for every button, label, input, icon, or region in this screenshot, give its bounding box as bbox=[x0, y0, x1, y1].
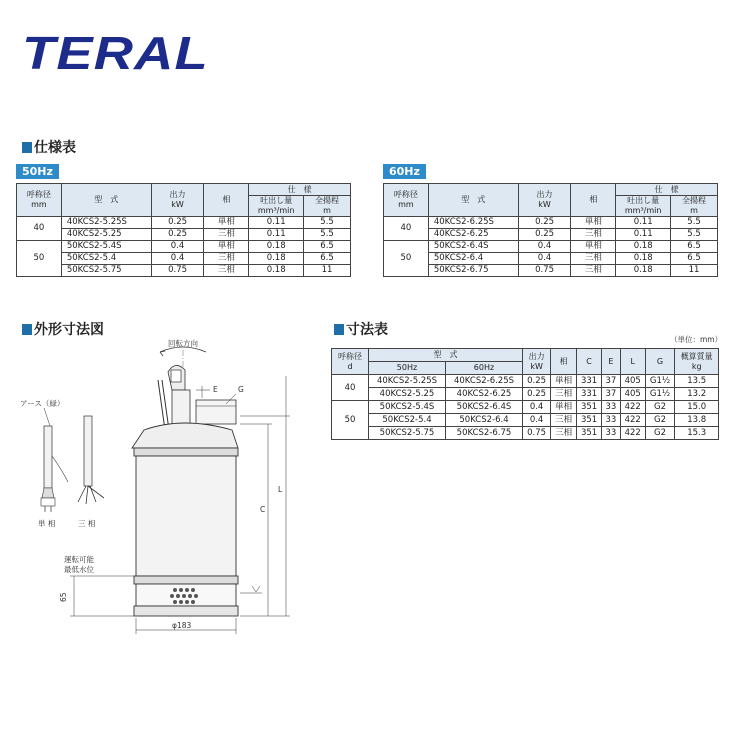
cell-phase: 単相 bbox=[571, 217, 616, 229]
header-phase: 相 bbox=[204, 184, 249, 217]
cell-bore: 40 bbox=[384, 217, 429, 241]
cell-phase: 三相 bbox=[204, 253, 249, 265]
dim-l-label: L bbox=[278, 485, 283, 494]
cell-phase: 三相 bbox=[551, 427, 577, 440]
cell-power: 0.75 bbox=[523, 427, 551, 440]
dim-g-label: G bbox=[238, 385, 244, 394]
table-row bbox=[17, 217, 351, 229]
cell-g: G2 bbox=[645, 401, 675, 414]
cell-g: G1½ bbox=[645, 388, 675, 401]
cell-l: 405 bbox=[620, 388, 645, 401]
header-head: 全揚程 m bbox=[671, 196, 718, 217]
table-row bbox=[384, 229, 718, 241]
cell-model: 50KCS2-6.75 bbox=[428, 265, 518, 277]
cell-power: 0.25 bbox=[151, 229, 204, 241]
cell-power: 0.25 bbox=[523, 375, 551, 388]
table-row bbox=[17, 229, 351, 241]
cell-phase: 三相 bbox=[204, 265, 249, 277]
cell-model: 50KCS2-5.4 bbox=[61, 253, 151, 265]
cell-model: 40KCS2-5.25S bbox=[61, 217, 151, 229]
cell-mass: 13.2 bbox=[675, 388, 719, 401]
cell-phase: 三相 bbox=[571, 253, 616, 265]
cell-model-60hz: 50KCS2-6.4 bbox=[446, 414, 523, 427]
earth-label: アース（緑） bbox=[20, 399, 65, 408]
pump-outline-drawing bbox=[0, 330, 330, 650]
cell-c: 351 bbox=[577, 401, 602, 414]
header-power: 出力 kW bbox=[523, 349, 551, 375]
table-row bbox=[332, 414, 719, 427]
table-row bbox=[332, 388, 719, 401]
square-bullet-icon bbox=[334, 324, 344, 335]
cell-flow: 0.18 bbox=[616, 241, 671, 253]
cell-mass: 15.3 bbox=[675, 427, 719, 440]
cell-model-50hz: 40KCS2-5.25S bbox=[369, 375, 446, 388]
cell-e: 33 bbox=[602, 401, 621, 414]
cell-head: 6.5 bbox=[671, 241, 718, 253]
header-model: 型 式 bbox=[61, 184, 151, 217]
cell-power: 0.4 bbox=[523, 414, 551, 427]
header-flow: 吐出し量 mm³/min bbox=[249, 196, 304, 217]
header-spec: 仕 様 bbox=[249, 184, 351, 196]
header-bore: 呼称径 mm bbox=[17, 184, 62, 217]
cell-mass: 13.5 bbox=[675, 375, 719, 388]
header-phase: 相 bbox=[571, 184, 616, 217]
cell-model: 50KCS2-6.4S bbox=[428, 241, 518, 253]
cell-model: 50KCS2-5.4S bbox=[61, 241, 151, 253]
table-row bbox=[17, 265, 351, 277]
header-row bbox=[384, 184, 718, 196]
cell-bore: 40 bbox=[17, 217, 62, 241]
cell-l: 405 bbox=[620, 375, 645, 388]
single-phase-label: 単 相 bbox=[38, 519, 56, 528]
cell-model-50hz: 40KCS2-5.25 bbox=[369, 388, 446, 401]
cell-flow: 0.11 bbox=[249, 217, 304, 229]
cell-c: 331 bbox=[577, 375, 602, 388]
cell-model: 40KCS2-5.25 bbox=[61, 229, 151, 241]
dim-phi-label: φ183 bbox=[172, 621, 192, 630]
cell-power: 0.25 bbox=[518, 217, 571, 229]
spec-title-text: 仕様表 bbox=[34, 140, 76, 156]
cell-mass: 15.0 bbox=[675, 401, 719, 414]
header-l: L bbox=[620, 349, 645, 375]
cell-power: 0.75 bbox=[518, 265, 571, 277]
table-row bbox=[332, 375, 719, 388]
header-e: E bbox=[602, 349, 621, 375]
three-phase-cable-icon bbox=[84, 416, 92, 486]
cell-phase: 単相 bbox=[551, 401, 577, 414]
cell-model-60hz: 50KCS2-6.4S bbox=[446, 401, 523, 414]
header-model: 型 式 bbox=[369, 349, 523, 362]
cell-c: 331 bbox=[577, 388, 602, 401]
spec-table-50hz bbox=[16, 183, 351, 277]
cell-flow: 0.18 bbox=[249, 241, 304, 253]
logo-text: TERAL bbox=[22, 27, 209, 79]
cell-head: 11 bbox=[304, 265, 351, 277]
header-model: 型 式 bbox=[428, 184, 518, 217]
cell-model: 40KCS2-6.25 bbox=[428, 229, 518, 241]
header-bore: 呼称径 mm bbox=[384, 184, 429, 217]
cell-model-60hz: 50KCS2-6.75 bbox=[446, 427, 523, 440]
dim-65-label: 65 bbox=[59, 592, 68, 602]
single-phase-cable-icon bbox=[44, 426, 52, 488]
cell-e: 33 bbox=[602, 427, 621, 440]
header-row bbox=[17, 184, 351, 196]
rotation-direction-label: 回転方向 bbox=[168, 339, 198, 348]
header-head: 全揚程 m bbox=[304, 196, 351, 217]
cell-head: 5.5 bbox=[304, 229, 351, 241]
cell-l: 422 bbox=[620, 414, 645, 427]
header-mass: 概算質量 kg bbox=[675, 349, 719, 375]
teral-logo bbox=[22, 28, 254, 78]
dim-section-title bbox=[334, 322, 388, 338]
dim-c-label: C bbox=[260, 505, 266, 514]
cell-head: 6.5 bbox=[304, 253, 351, 265]
header-power: 出力 kW bbox=[151, 184, 204, 217]
cell-power: 0.25 bbox=[523, 388, 551, 401]
table-row bbox=[17, 253, 351, 265]
cell-flow: 0.18 bbox=[616, 253, 671, 265]
cell-model-60hz: 40KCS2-6.25S bbox=[446, 375, 523, 388]
cell-model-50hz: 50KCS2-5.75 bbox=[369, 427, 446, 440]
cell-bore: 40 bbox=[332, 375, 369, 401]
cell-phase: 三相 bbox=[204, 229, 249, 241]
cell-head: 11 bbox=[671, 265, 718, 277]
header-row bbox=[332, 349, 719, 362]
dim-e-label: E bbox=[213, 385, 218, 394]
table-row bbox=[332, 401, 719, 414]
cell-head: 5.5 bbox=[671, 229, 718, 241]
table-row bbox=[384, 265, 718, 277]
cell-power: 0.25 bbox=[151, 217, 204, 229]
cell-e: 33 bbox=[602, 414, 621, 427]
badge-60hz: 60Hz bbox=[383, 164, 426, 179]
cell-power: 0.4 bbox=[151, 253, 204, 265]
cell-model: 40KCS2-6.25S bbox=[428, 217, 518, 229]
dim-title-text: 寸法表 bbox=[346, 322, 388, 338]
cell-power: 0.4 bbox=[518, 253, 571, 265]
cell-model: 50KCS2-5.75 bbox=[61, 265, 151, 277]
header-phase: 相 bbox=[551, 349, 577, 375]
spec-table-60hz bbox=[383, 183, 718, 277]
three-phase-label: 三 相 bbox=[78, 519, 96, 528]
cell-flow: 0.18 bbox=[249, 253, 304, 265]
spec-section-title bbox=[22, 140, 76, 156]
cell-flow: 0.11 bbox=[249, 229, 304, 241]
cell-head: 6.5 bbox=[304, 241, 351, 253]
min-level-label-2: 最低水位 bbox=[64, 565, 94, 574]
cell-phase: 単相 bbox=[204, 241, 249, 253]
table-row bbox=[384, 217, 718, 229]
header-bore: 呼称径 d bbox=[332, 349, 369, 375]
cell-power: 0.25 bbox=[518, 229, 571, 241]
cell-model-60hz: 40KCS2-6.25 bbox=[446, 388, 523, 401]
cell-c: 351 bbox=[577, 414, 602, 427]
unit-label: （単位：mm） bbox=[670, 335, 723, 344]
cell-bore: 50 bbox=[384, 241, 429, 277]
cell-model-50hz: 50KCS2-5.4 bbox=[369, 414, 446, 427]
cell-head: 6.5 bbox=[671, 253, 718, 265]
cell-g: G2 bbox=[645, 414, 675, 427]
header-g: G bbox=[645, 349, 675, 375]
header-c: C bbox=[577, 349, 602, 375]
dimension-table bbox=[331, 348, 719, 440]
cell-flow: 0.18 bbox=[249, 265, 304, 277]
cell-flow: 0.11 bbox=[616, 217, 671, 229]
cell-e: 37 bbox=[602, 388, 621, 401]
cell-l: 422 bbox=[620, 427, 645, 440]
cell-bore: 50 bbox=[332, 401, 369, 440]
header-flow: 吐出し量 mm³/min bbox=[616, 196, 671, 217]
header-60hz: 60Hz bbox=[446, 362, 523, 375]
cell-model-50hz: 50KCS2-5.4S bbox=[369, 401, 446, 414]
cell-head: 5.5 bbox=[304, 217, 351, 229]
cell-g: G2 bbox=[645, 427, 675, 440]
cell-phase: 三相 bbox=[551, 414, 577, 427]
table-row bbox=[384, 253, 718, 265]
cell-power: 0.4 bbox=[151, 241, 204, 253]
cell-c: 351 bbox=[577, 427, 602, 440]
cell-phase: 単相 bbox=[551, 375, 577, 388]
cell-phase: 単相 bbox=[204, 217, 249, 229]
badge-50hz: 50Hz bbox=[16, 164, 59, 179]
cell-phase: 単相 bbox=[571, 241, 616, 253]
header-power: 出力 kW bbox=[518, 184, 571, 217]
cell-g: G1½ bbox=[645, 375, 675, 388]
cell-mass: 13.8 bbox=[675, 414, 719, 427]
table-row bbox=[332, 427, 719, 440]
table-row bbox=[384, 241, 718, 253]
cell-bore: 50 bbox=[17, 241, 62, 277]
cell-phase: 三相 bbox=[551, 388, 577, 401]
cell-phase: 三相 bbox=[571, 265, 616, 277]
cell-head: 5.5 bbox=[671, 217, 718, 229]
header-50hz: 50Hz bbox=[369, 362, 446, 375]
cell-model: 50KCS2-6.4 bbox=[428, 253, 518, 265]
square-bullet-icon bbox=[22, 142, 32, 153]
cell-flow: 0.11 bbox=[616, 229, 671, 241]
cell-flow: 0.18 bbox=[616, 265, 671, 277]
header-spec: 仕 様 bbox=[616, 184, 718, 196]
table-row bbox=[17, 241, 351, 253]
min-level-label-1: 運転可能 bbox=[64, 555, 94, 564]
cell-power: 0.75 bbox=[151, 265, 204, 277]
cell-l: 422 bbox=[620, 401, 645, 414]
cell-power: 0.4 bbox=[518, 241, 571, 253]
cell-e: 37 bbox=[602, 375, 621, 388]
outline-title-text: 外形寸法図 bbox=[34, 322, 104, 338]
cell-power: 0.4 bbox=[523, 401, 551, 414]
cell-phase: 三相 bbox=[571, 229, 616, 241]
